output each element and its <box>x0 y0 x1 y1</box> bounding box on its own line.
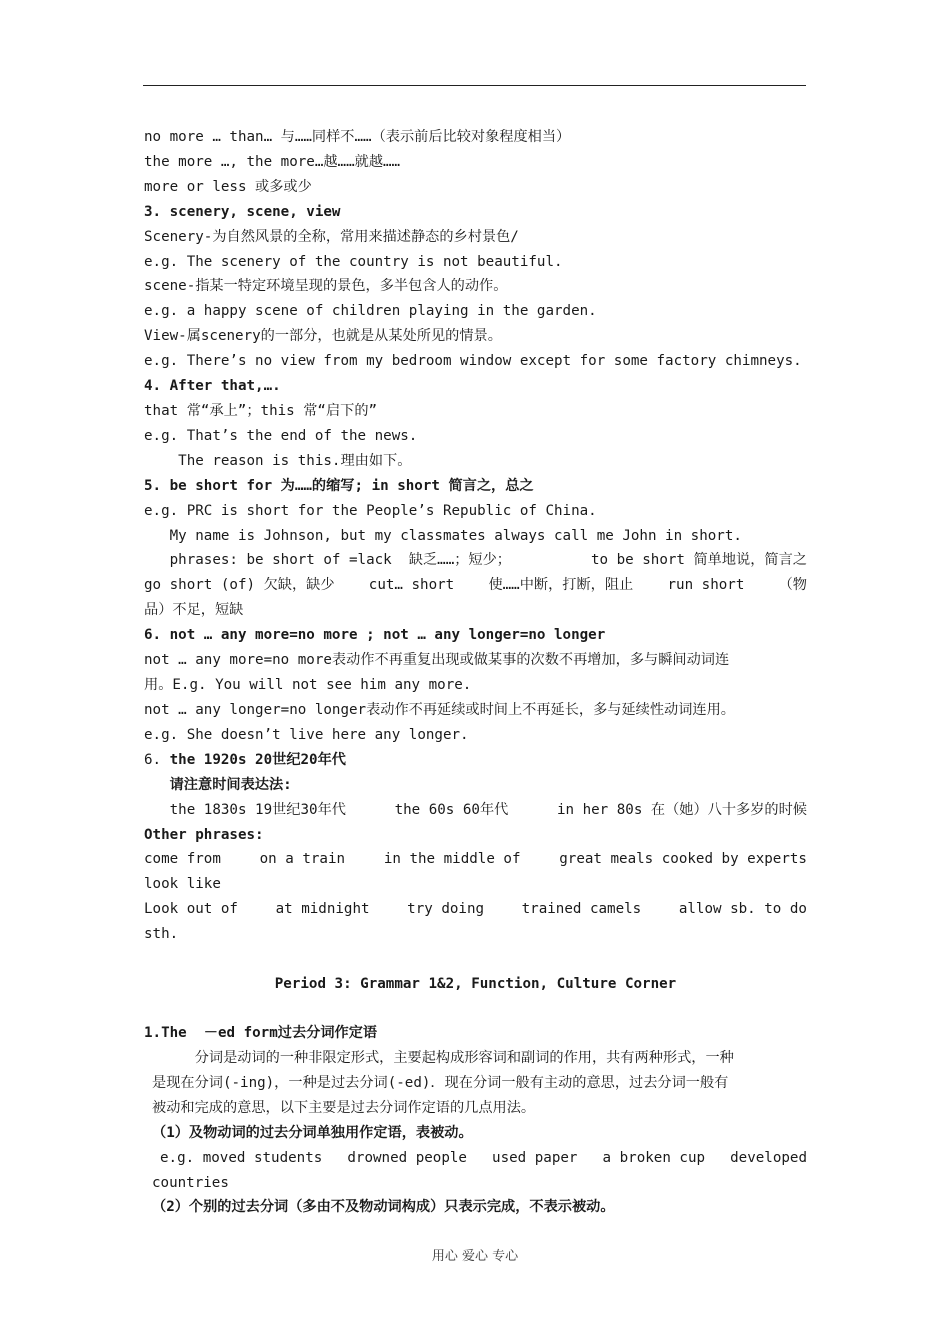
phrase: run short <box>667 577 745 593</box>
period-title: Period 3: Grammar 1&2, Function, Culture Corner <box>274 976 677 992</box>
text-line: e.g. The scenery of the country is not beautiful. <box>144 254 563 270</box>
phrase: （物 <box>778 577 807 593</box>
text-line: more or less 或多或少 <box>144 179 312 195</box>
subheading: （2）个别的过去分词（多由不及物动词构成）只表示完成，不表示被动。 <box>152 1199 615 1215</box>
phrase: 使……中断，打断，阻止 <box>488 577 634 593</box>
text-line: e.g. She doesn’t live here any longer. <box>144 727 469 743</box>
text-line: 被动和完成的意思，以下主要是过去分词作定语的几点用法。 <box>152 1100 536 1116</box>
phrase: in the middle of <box>383 851 521 867</box>
phrase: allow sb. to do <box>678 901 807 917</box>
phrase: the 60s 60年代 <box>394 802 509 818</box>
phrase: great meals cooked by experts <box>559 851 807 867</box>
text-line: My name is Johnson, but my classmates always call me John in short. <box>144 528 742 544</box>
phrase-line <box>144 574 807 596</box>
phrase-line <box>144 848 807 870</box>
text-line: not … any longer=no longer表动作不再延续或时间上不再延长，多与延续性动词连用。 <box>144 702 735 718</box>
phrase-line <box>160 1147 807 1169</box>
text-line: 用。E.g. You will not see him any more. <box>144 677 472 693</box>
text-line: that 常“承上”；this 常“启下的” <box>144 403 378 419</box>
phrase: come from <box>144 851 221 867</box>
page-footer: 用心 爱心 专心 <box>431 1249 519 1264</box>
phrase: e.g. moved students <box>160 1150 323 1166</box>
section-heading <box>144 749 807 771</box>
text-line: 请注意时间表达法: <box>144 777 292 793</box>
phrase: at midnight <box>275 901 370 917</box>
text-line: look like <box>144 876 221 892</box>
phrase: used paper <box>492 1150 578 1166</box>
text-line: 分词是动词的一种非限定形式，主要起构成形容词和副词的作用，共有两种形式，一种 <box>152 1050 734 1066</box>
text-line: View-属scenery的一部分，也就是从某处所见的情景。 <box>144 328 502 344</box>
text-line: e.g. PRC is short for the People’s Republic of China. <box>144 503 597 519</box>
phrase: developed <box>730 1150 807 1166</box>
phrase: Look out of <box>144 901 238 917</box>
section-heading: 1.The －ed form过去分词作定语 <box>144 1025 378 1041</box>
phrase: try doing <box>407 901 485 917</box>
section-heading: 6. not … any more=no more ; not … any longer=no longer <box>144 627 606 643</box>
section-heading: 3. scenery, scene, view <box>144 204 341 220</box>
text-line: Scenery-为自然风景的全称，常用来描述静态的乡村景色/ <box>144 229 519 245</box>
text-line: e.g. There’s no view from my bedroom window except for some factory chimneys. <box>144 353 802 369</box>
phrase-line <box>144 898 807 920</box>
header-rule <box>143 85 806 86</box>
section-number: 6. <box>144 752 162 768</box>
phrase: trained camels <box>521 901 642 917</box>
phrase: in her 80s 在（她）八十多岁的时候 <box>556 802 807 818</box>
section-heading: 5. be short for 为……的缩写; in short 简言之，总之 <box>144 478 534 494</box>
text-line: e.g. a happy scene of children playing in the garden. <box>144 303 597 319</box>
text-line: not … any more=no more表动作不再重复出现或做某事的次数不再增加，多与瞬间动词连 <box>144 652 730 668</box>
text-line: the more …, the more…越……就越…… <box>144 154 401 170</box>
phrase: on a train <box>259 851 346 867</box>
text-line: e.g. That’s the end of the news. <box>144 428 418 444</box>
phrase: to be short 简单地说，简言之 <box>591 552 807 568</box>
subheading: （1）及物动词的过去分词单独用作定语，表被动。 <box>152 1125 473 1141</box>
section-heading: 4. After that,…. <box>144 378 281 394</box>
phrase: the 1830s 19世纪30年代 <box>144 802 346 818</box>
phrase: phrases: be short of =lack 缺乏……；短少； <box>144 552 511 568</box>
section-title: the 1920s 20世纪20年代 <box>169 752 346 768</box>
text-line: 品）不足，短缺 <box>144 602 244 618</box>
section-heading: Other phrases: <box>144 827 264 843</box>
text-line: sth. <box>144 926 179 942</box>
text-line: scene-指某一特定环境呈现的景色，多半包含人的动作。 <box>144 278 508 294</box>
phrase-line <box>144 549 807 571</box>
phrase-line <box>144 799 807 821</box>
phrase: drowned people <box>347 1150 467 1166</box>
phrase: a broken cup <box>602 1150 706 1166</box>
text-line: no more … than… 与……同样不……（表示前后比较对象程度相当） <box>144 129 571 145</box>
text-line: 是现在分词(-ing)，一种是过去分词(-ed)．现在分词一般有主动的意思，过去分词一般有 <box>152 1075 729 1091</box>
phrase: go short (of) 欠缺，缺少 <box>144 577 335 593</box>
text-line: countries <box>152 1175 229 1191</box>
text-line: The reason is this.理由如下。 <box>144 453 412 469</box>
phrase: cut… short <box>368 577 455 593</box>
